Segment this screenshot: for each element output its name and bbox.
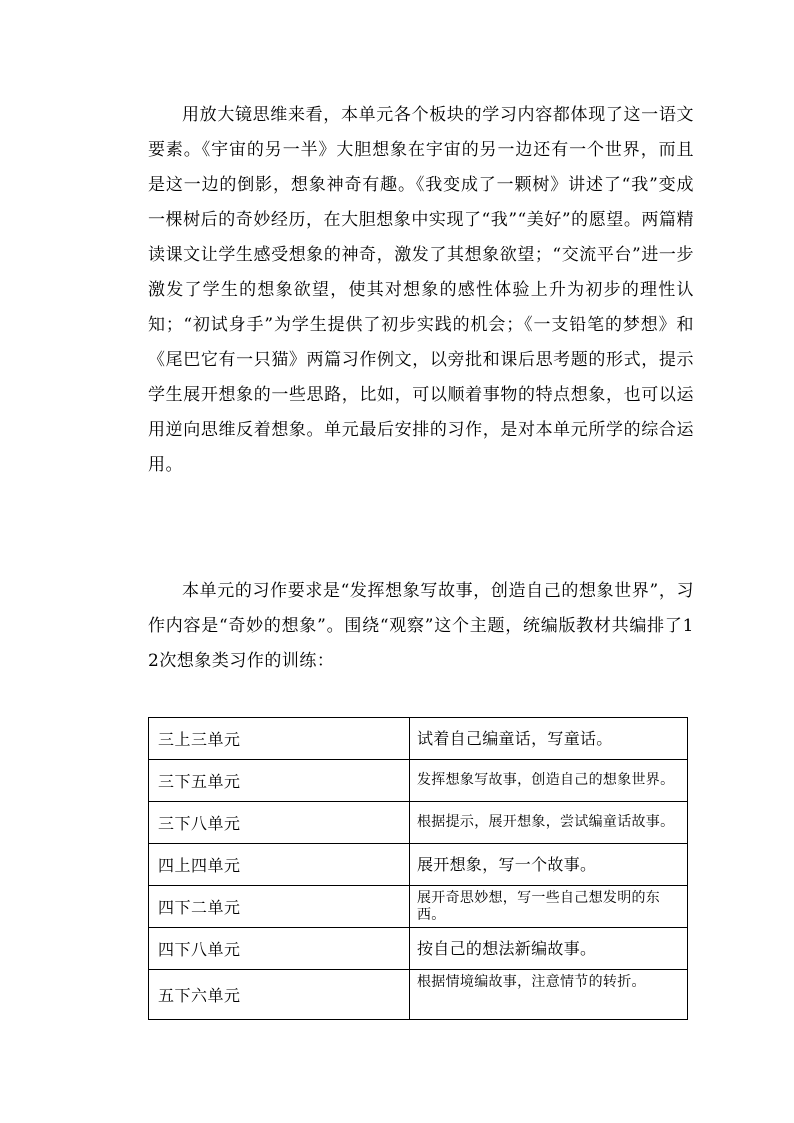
unit-cell: 三下五单元 [149,760,410,802]
unit-cell: 三下八单元 [149,802,410,844]
task-cell: 按自己的想法新编故事。 [410,928,688,970]
body-paragraph-2: 本单元的习作要求是“发挥想象写故事，创造自己的想象世界”，习作内容是“奇妙的想象”。围绕“观察”这个主题，统编版教材共编排了12次想象类习作的训练： [148,581,694,671]
task-cell: 根据情境编故事，注意情节的转折。 [410,970,688,1020]
unit-cell: 五下六单元 [149,970,410,1020]
table-row [149,802,688,844]
table-row [149,928,688,970]
table-row [149,886,688,928]
body-paragraph-1: 用放大镜思维来看，本单元各个板块的学习内容都体现了这一语文要素。《宇宙的另一半》大胆想象在宇宙的另一边还有一个世界，而且是这一边的倒影，想象神奇有趣。《我变成了一颗树》讲述了“我”变成一棵树后的奇妙经历，在大胆想象中实现了“我”“美好”的愿望。两篇精读课文让学生感受想象的神奇，激发了其想象欲望；“交流平台”进一步激发了学生的想象欲望，使其对想象的感性体验上升为初步的理性认知；“初试身手”为学生提供了初步实践的机会；《一支铅笔的梦想》和《尾巴它有一只猫》两篇习作例文，以旁批和课后思考题的形式，提示学生展开想象的一些思路，比如，可以顺着事物的特点想象，也可以运用逆向思维反着想象。单元最后安排的习作，是对本单元所学的综合运用。 [148,105,694,475]
task-cell: 展开奇思妙想，写一些自己想发明的东西。 [410,886,688,928]
unit-cell: 四上四单元 [149,844,410,886]
task-cell: 试着自己编童话，写童话。 [410,718,688,760]
writing-training-table [148,717,688,1020]
table-row [149,718,688,760]
table-row [149,970,688,1020]
task-cell: 展开想象，写一个故事。 [410,844,688,886]
unit-cell: 四下二单元 [149,886,410,928]
unit-cell: 四下八单元 [149,928,410,970]
task-cell: 发挥想象写故事，创造自己的想象世界。 [410,760,688,802]
table-row [149,760,688,802]
table-row [149,844,688,886]
task-cell: 根据提示，展开想象，尝试编童话故事。 [410,802,688,844]
unit-cell: 三上三单元 [149,718,410,760]
